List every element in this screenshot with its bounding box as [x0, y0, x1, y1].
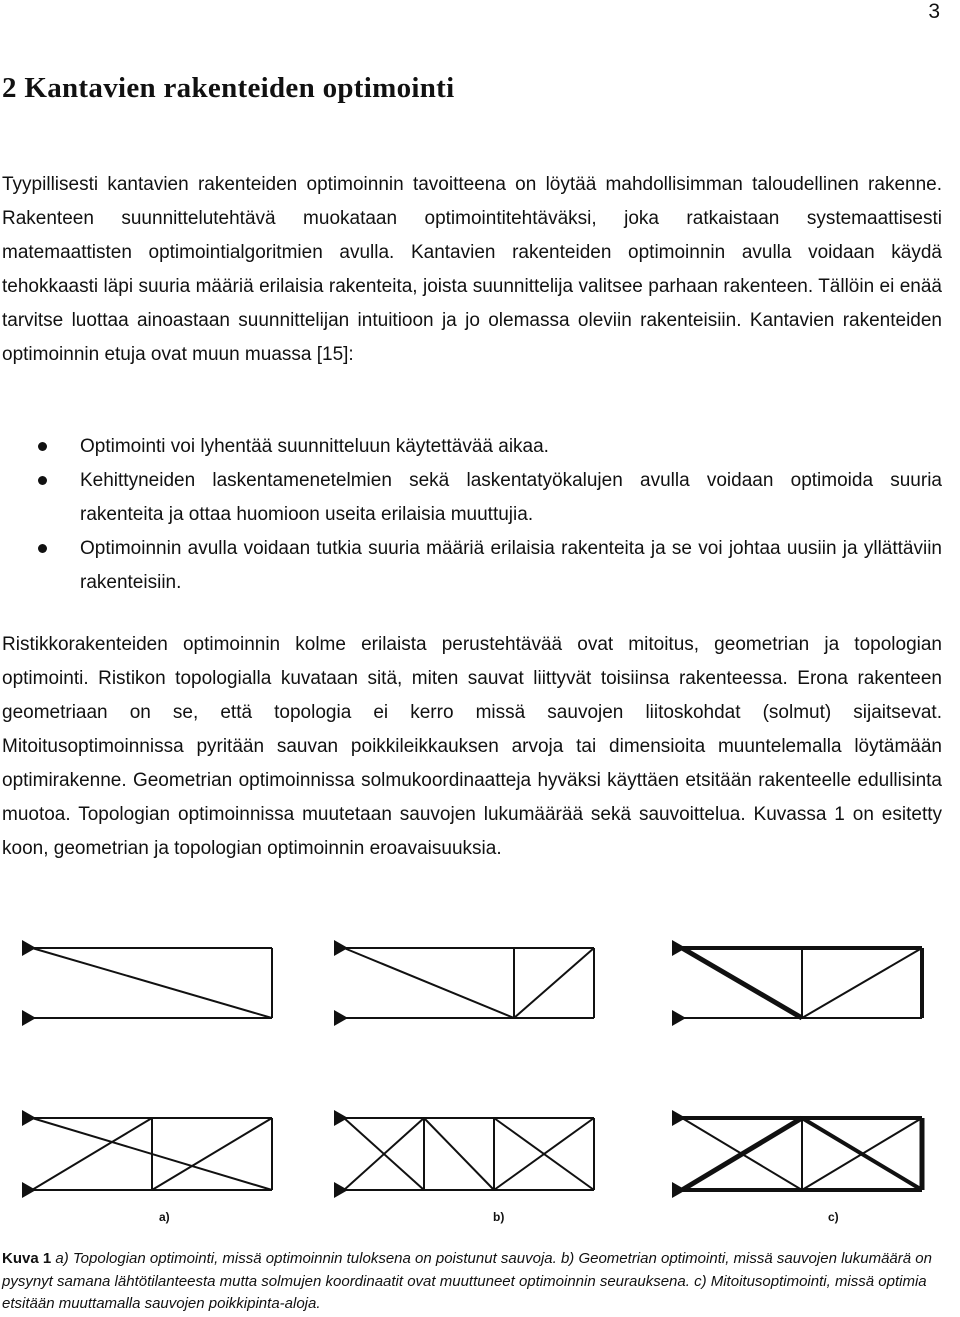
truss-diagram-b: [334, 938, 604, 1208]
figure-label-c: c): [828, 1210, 839, 1224]
list-item-text: Optimoinnin avulla voidaan tutkia suuria määriä erilaisia rakenteita ja se voi johtaa uusiin ja yllättäviin rakenteisiin.: [80, 538, 942, 593]
list-item-text: Kehittyneiden laskentamenetelmien sekä laskentatyökalujen avulla voidaan optimoida suuria rakenteita ja ottaa huomioon useita erilaisia muuttujia.: [80, 470, 942, 525]
list-item: [0, 464, 942, 532]
bullet-icon: [38, 476, 47, 485]
caption-label: Kuva 1: [2, 1250, 52, 1267]
optimization-paragraph: Ristikkorakenteiden optimoinnin kolme erilaista perustehtävää ovat mitoitus, geometrian ja topologian optimointi. Ristikon topologialla kuvataan sitä, miten sauvat liittyvät toisiinsa rakenteessa. Erona rakenteen geometriaan on se, että topologia ei kerro missä sauvojen liitoskohdat (solmut) sijaitsevat. Mitoitusoptimoinnissa pyritään sauvan poikkileikkauksen arvoja tai dimensioita muuntelemalla löytämään optimirakenne. Geometrian optimoinnissa solmukoordinaatteja hyväksi käyttäen etsitään rakenteelle edullisinta muotoa. Topologian optimoinnissa muutetaan sauvojen lukumäärää sekä sauvoittelua. Kuvassa 1 on esitetty koon, geometrian ja topologian optimoinnin eroavaisuuksia.: [2, 634, 942, 859]
section-heading: 2 Kantavien rakenteiden optimointi: [2, 72, 455, 104]
caption-text: a) Topologian optimointi, missä optimoinnin tuloksena on poistunut sauvoja. b) Geometrian optimointi, missä sauvojen lukumäärä on pysynyt samana lähtötilanteesta mutta solmujen koordinaatit ovat muuttuneet optimoinnin seurauksena. c) Mitoitusoptimointi, missä optimia etsitään muuttamalla sauvojen poikkipinta-aloja.: [2, 1250, 932, 1312]
bullet-icon: [38, 442, 47, 451]
truss-figure: [22, 938, 942, 1238]
list-item: [0, 532, 942, 600]
benefits-list: [0, 430, 942, 600]
figure-label-a: a): [159, 1210, 170, 1224]
truss-diagram-a: [22, 938, 282, 1208]
list-item: [0, 430, 942, 464]
bullet-icon: [38, 544, 47, 553]
page-number: 3: [928, 0, 940, 23]
list-item-text: Optimointi voi lyhentää suunnitteluun käytettävää aikaa.: [80, 436, 549, 457]
figure-label-b: b): [493, 1210, 505, 1224]
intro-paragraph: Tyypillisesti kantavien rakenteiden optimoinnin tavoitteena on löytää mahdollisimman taloudellinen rakenne. Rakenteen suunnittelutehtävä muokataan optimointitehtäväksi, joka ratkaistaan systemaattisesti matemaattisten optimointialgoritmien avulla. Kantavien rakenteiden optimoinnin avulla voidaan käydä tehokkaasti läpi suuria määriä erilaisia rakenteita, joista suunnittelija valitsee parhaan rakenteen. Tällöin ei enää tarvitse luottaa ainoastaan suunnittelijan intuitioon ja jo olemassa oleviin rakenteisiin. Kantavien rakenteiden optimoinnin etuja ovat muun muassa [15]:: [2, 174, 942, 365]
figure-caption: [2, 1248, 932, 1316]
truss-diagram-c: [672, 938, 932, 1208]
